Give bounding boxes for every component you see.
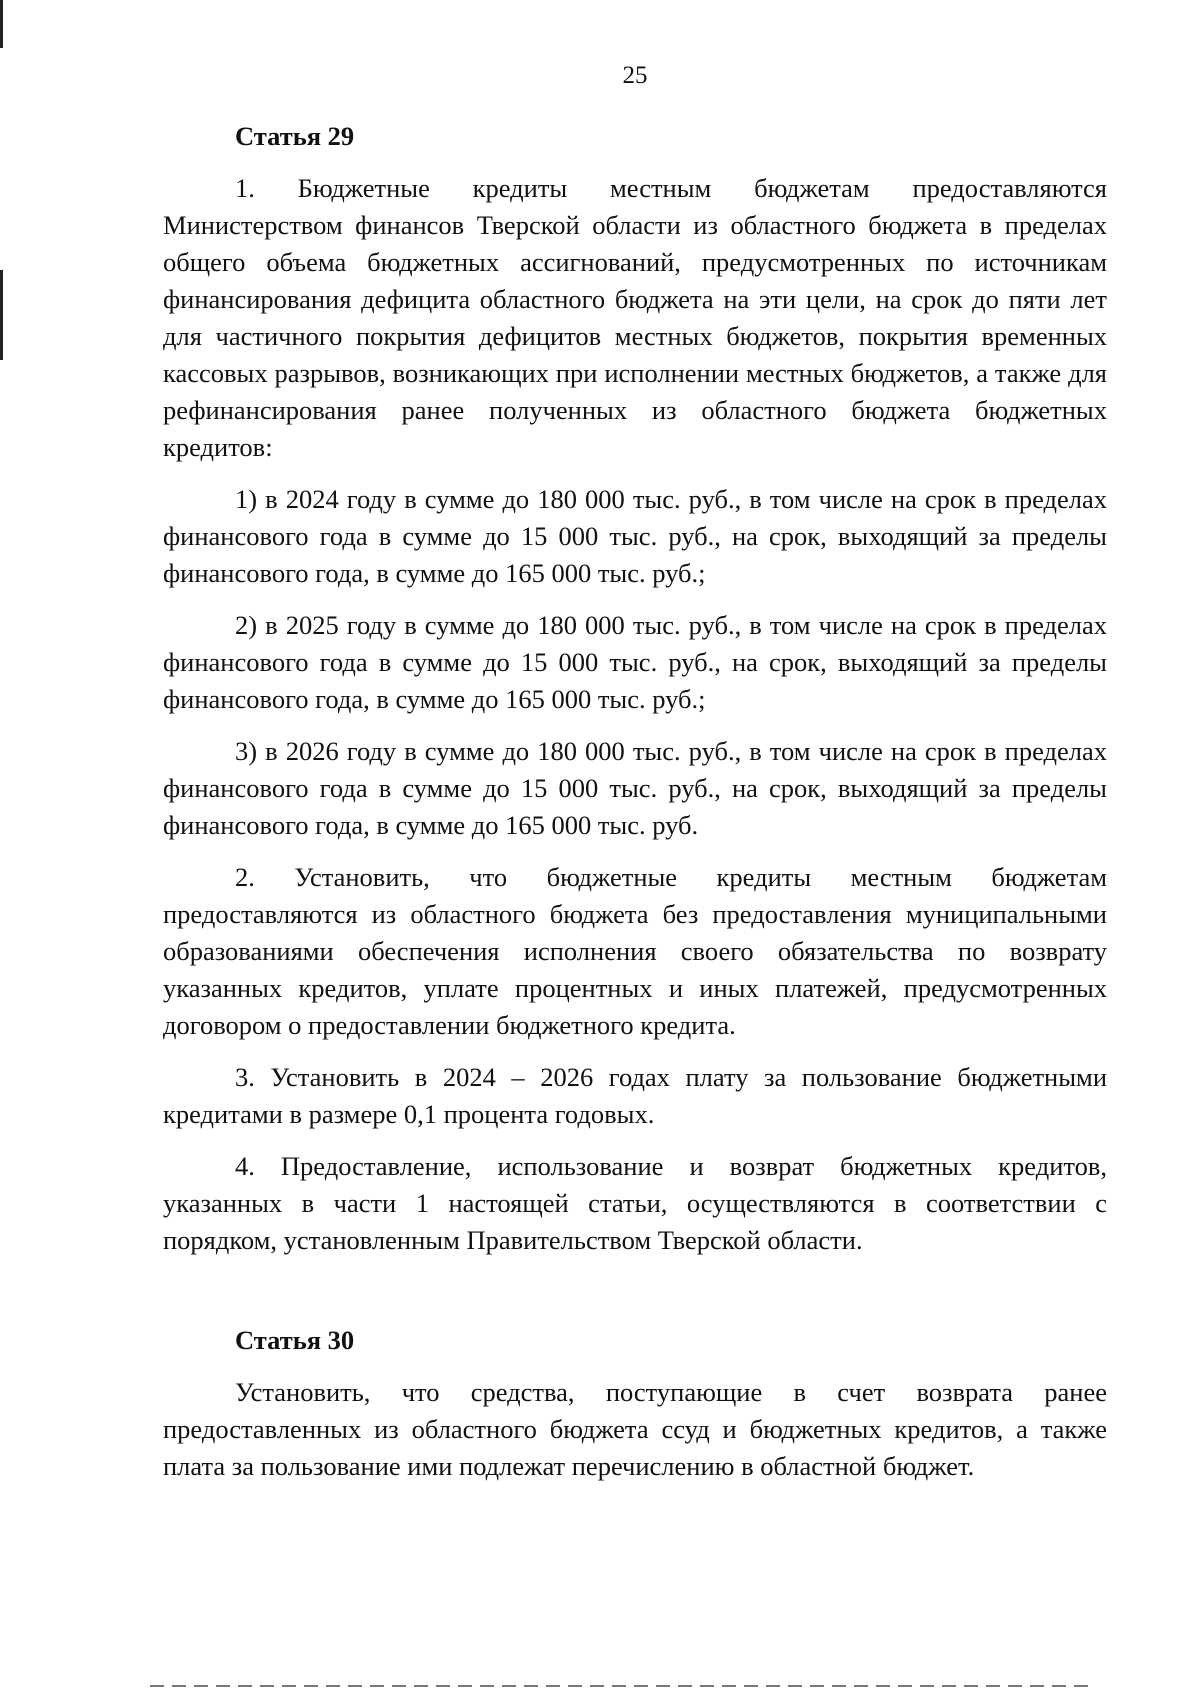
list-item: 3) в 2026 году в сумме до 180 000 тыс. руб., в том числе на срок в пределах финансового года в сумме до 15 000 тыс. руб., на срок, выходящий за пределы финансового года, в сумме до 165 000 тыс. руб. xyxy=(163,736,1107,840)
section-spacer xyxy=(163,1274,1107,1322)
article-29 xyxy=(163,118,1107,1259)
article-title: Статья 30 xyxy=(235,1325,355,1355)
scan-bottom-artifact xyxy=(150,1685,1090,1687)
page-number: 25 xyxy=(622,62,648,89)
list-item: 2) в 2025 году в сумме до 180 000 тыс. руб., в том числе на срок в пределах финансового года в сумме до 15 000 тыс. руб., на срок, выходящий за пределы финансового года, в сумме до 165 000 тыс. руб.; xyxy=(163,610,1107,714)
scan-edge-mark xyxy=(0,270,3,360)
scan-edge-mark xyxy=(0,0,3,48)
list-item: 1) в 2024 году в сумме до 180 000 тыс. руб., в том числе на срок в пределах финансового года в сумме до 15 000 тыс. руб., на срок, выходящий за пределы финансового года, в сумме до 165 000 тыс. руб.; xyxy=(163,484,1107,588)
paragraph: 3. Установить в 2024 – 2026 годах плату за пользование бюджетными кредитами в размере 0,1 процента годовых. xyxy=(163,1062,1107,1129)
credit-limits-list xyxy=(163,481,1107,844)
paragraph: Установить, что средства, поступающие в счет возврата ранее предоставленных из областного бюджета ссуд и бюджетных кредитов, а также плата за пользование ими подлежат перечислению в областной бюджет. xyxy=(163,1377,1107,1481)
article-title: Статья 29 xyxy=(235,121,355,151)
document-body xyxy=(163,118,1107,1500)
paragraph: 4. Предоставление, использование и возврат бюджетных кредитов, указанных в части 1 настоящей статьи, осуществляются в соответствии с порядком, установленным Правительством Тверской области. xyxy=(163,1151,1107,1255)
paragraph: 2. Установить, что бюджетные кредиты местным бюджетам предоставляются из областного бюджета без предоставления муниципальными образованиями обеспечения исполнения своего обязательства по возврату указанных кредитов, уплате процентных и иных платежей, предусмотренных договором о предоставлении бюджетного кредита. xyxy=(163,862,1107,1040)
article-30 xyxy=(163,1322,1107,1485)
paragraph: 1. Бюджетные кредиты местным бюджетам предоставляются Министерством финансов Тверской области из областного бюджета в пределах общего объема бюджетных ассигнований, предусмотренных по источникам финансирования дефицита областного бюджета на эти цели, на срок до пяти лет для частичного покрытия дефицитов местных бюджетов, покрытия временных кассовых разрывов, возникающих при исполнении местных бюджетов, а также для рефинансирования ранее полученных из областного бюджета бюджетных кредитов: xyxy=(163,173,1107,462)
